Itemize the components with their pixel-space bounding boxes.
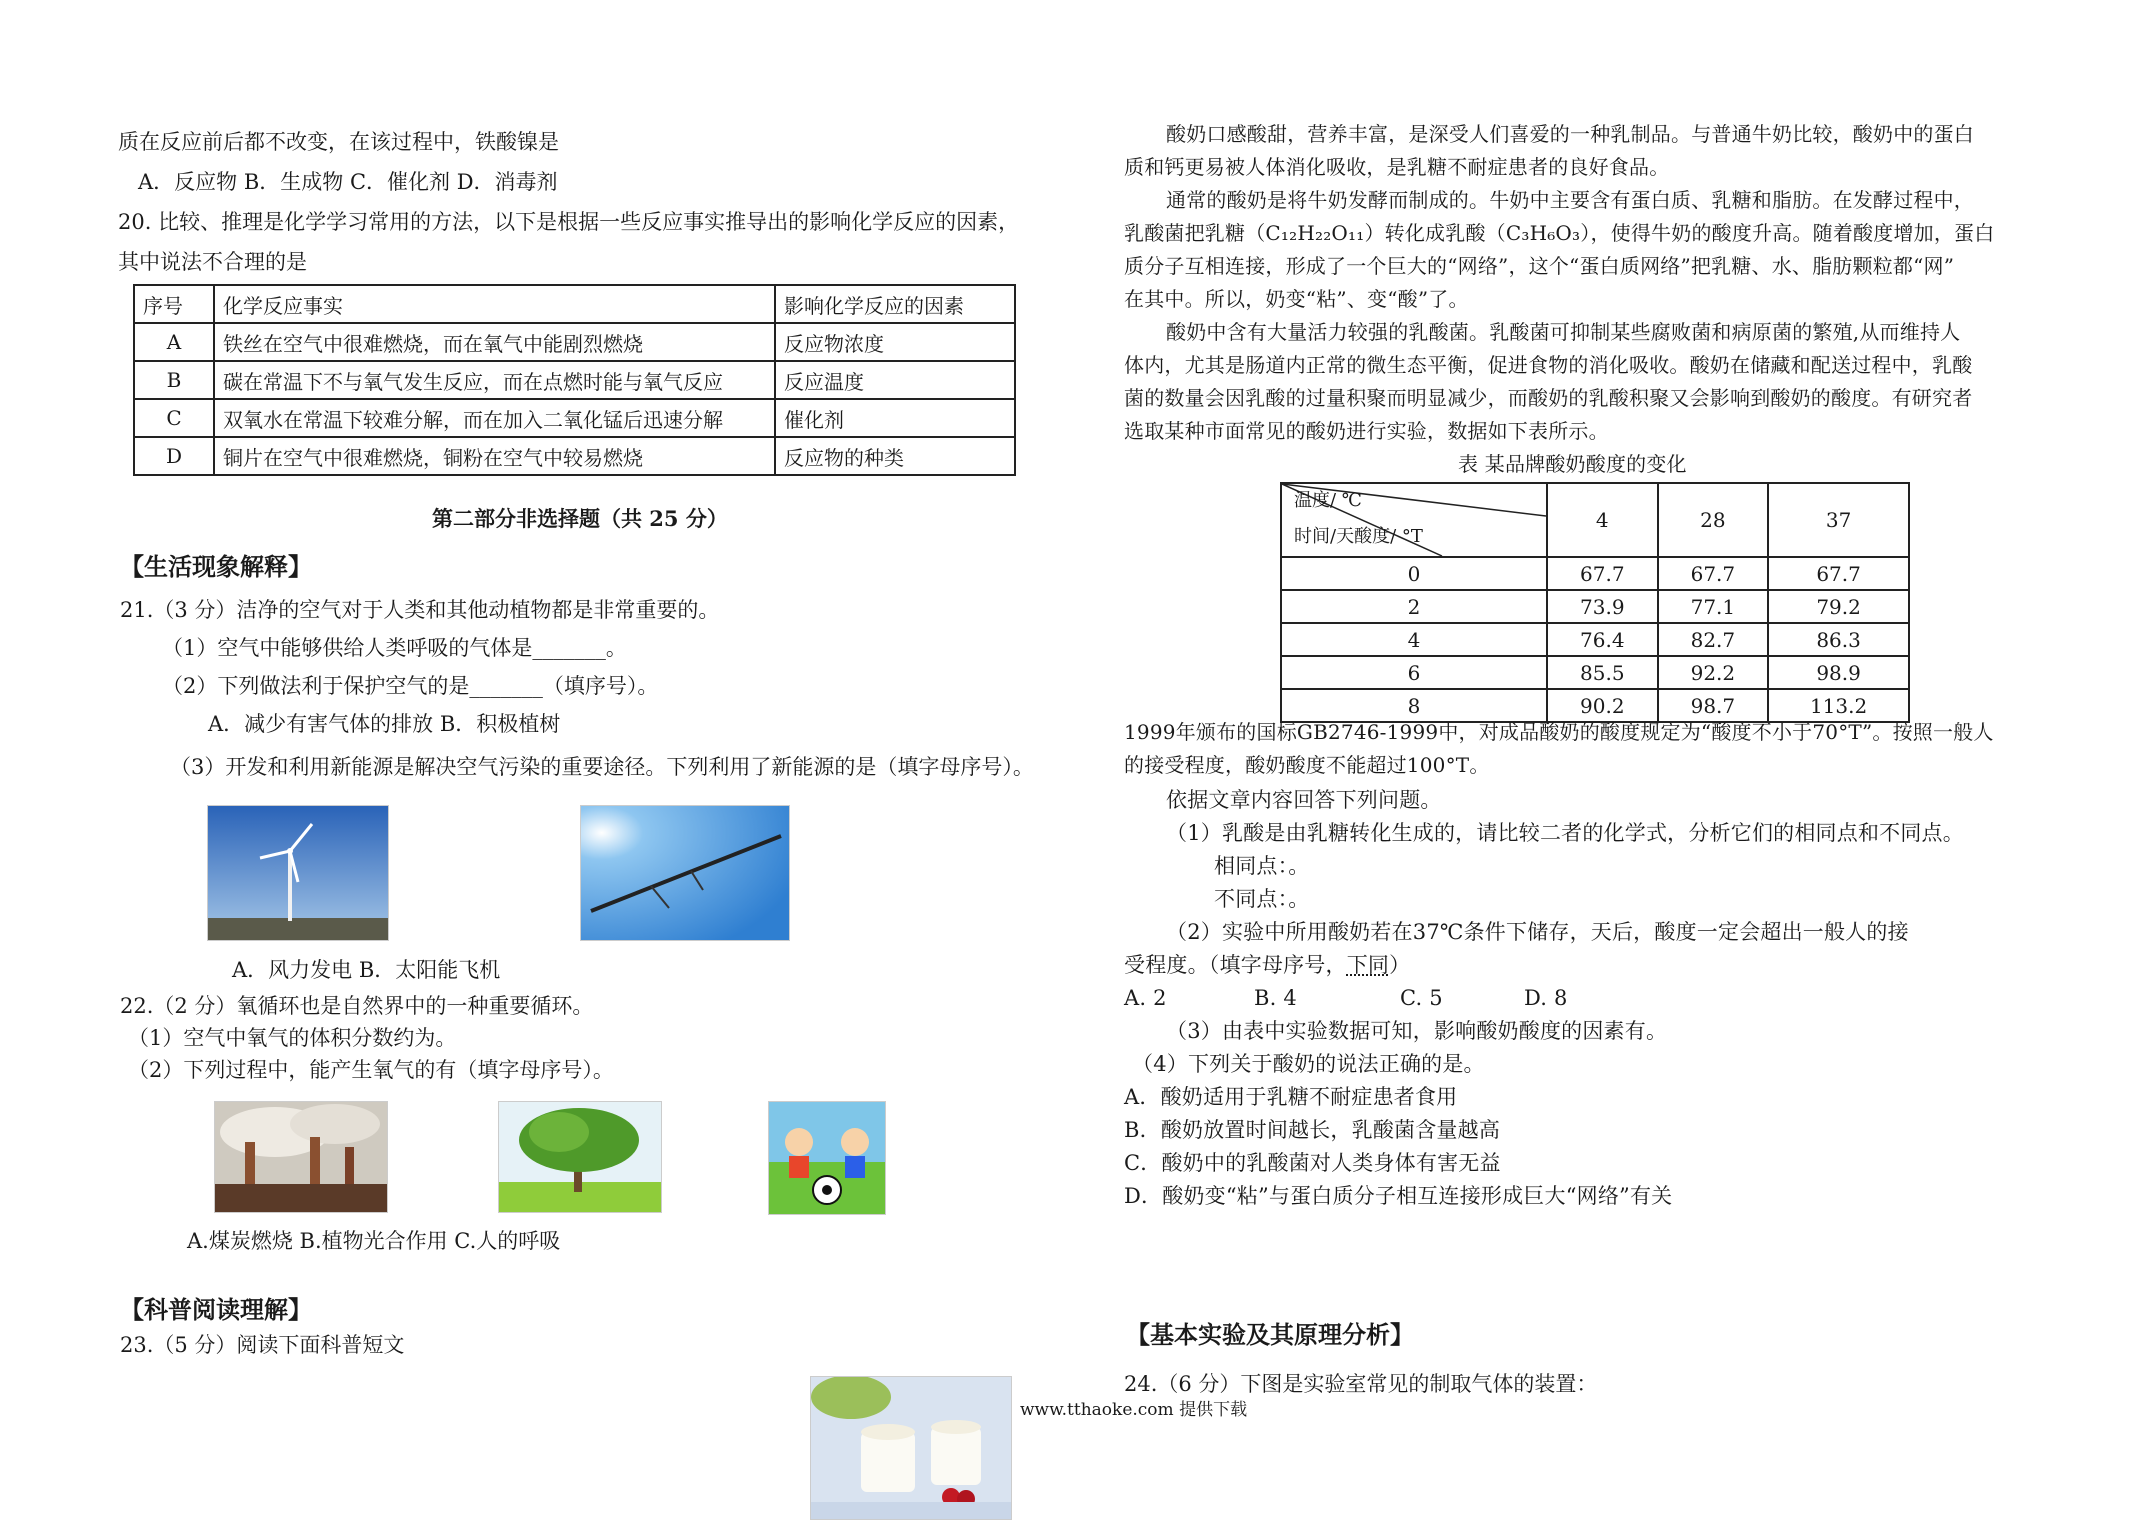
q20-stem-line1: 20. 比较、推理是化学学习常用的方法，以下是根据一些反应事实推导出的影响化学反应的因素， [118,210,1020,234]
q23-same-point: 相同点：。 [1214,854,1310,878]
q23-part2-option-a: A. 2 [1124,986,1167,1010]
acidity-cell: 67.7 [1768,557,1909,590]
q23-part2-text: 受程度。（填字母序号， [1124,953,1347,977]
section-life-heading: 【生活现象解释】 [120,552,312,581]
q23-part2-emphasis: 下同 [1346,953,1390,977]
acidity-cell: 85.5 [1547,656,1658,689]
q23-part4-option-c: C．酸奶中的乳酸菌对人类身体有害无益 [1124,1151,1501,1175]
q23-diff-point: 不同点：。 [1214,887,1310,911]
coal-burning-image [214,1101,388,1213]
kids-breathing-image [768,1101,886,1215]
acidity-cell: 79.2 [1768,590,1909,623]
header-cell: 化学反应事实 [214,285,775,323]
yogurt-image [810,1376,1012,1520]
diagonal-bottom-label: 时间/天酸度/ °T [1294,526,1423,547]
q23-part1: （1）乳酸是由乳糖转化生成的，请比较二者的化学式，分析它们的相同点和不同点。 [1166,821,1964,845]
row-factor: 催化剂 [775,399,1015,437]
q23-part2-option-d: D. 8 [1524,986,1568,1010]
row-factor: 反应物的种类 [775,437,1015,475]
article-p3-line3: 菌的数量会因乳酸的过量积聚而明显减少，而酸奶的乳酸积聚又会影响到酸奶的酸度。有研究者 [1124,386,1973,410]
article-p3-line1: 酸奶中含有大量活力较强的乳酸菌。乳酸菌可抑制某些腐败菌和病原菌的繁殖,从而维持人 [1166,320,1961,344]
table-row [1281,623,1909,656]
table-caption: 表 某品牌酸奶酸度的变化 [1458,452,1687,476]
article-p3-line4: 选取某种市面常见的酸奶进行实验，数据如下表所示。 [1124,419,1609,443]
row-factor: 反应物浓度 [775,323,1015,361]
q23-part3: （3）由表中实验数据可知，影响酸奶酸度的因素有。 [1166,1019,1668,1043]
acidity-cell: 98.7 [1658,689,1769,722]
day-cell: 2 [1281,590,1547,623]
article-p2-line3: 质分子互相连接，形成了一个巨大的“网络”，这个“蛋白质网络”把乳糖、水、脂肪颗粒都“网” [1124,254,1955,278]
q22-part1: （1）空气中氧气的体积分数约为。 [128,1026,457,1050]
article-p4-line2: 的接受程度，酸奶酸度不能超过100°T。 [1124,753,1490,777]
temp-header: 28 [1658,483,1769,557]
table-row [134,323,1015,361]
diagonal-header-cell [1281,483,1547,557]
acidity-cell: 86.3 [1768,623,1909,656]
acidity-cell: 77.1 [1658,590,1769,623]
row-fact: 碳在常温下不与氧气发生反应，而在点燃时能与氧气反应 [214,361,775,399]
q20-stem-line2: 其中说法不合理的是 [118,250,307,274]
acidity-table [1280,482,1910,723]
table-row [134,361,1015,399]
footer-watermark-url[interactable]: www.tthaoke.com 提供下载 [1020,1400,1248,1420]
article-p2-line1: 通常的酸奶是将牛奶发酵而制成的。牛奶中主要含有蛋白质、乳糖和脂肪。在发酵过程中， [1166,188,1974,212]
table-row [134,437,1015,475]
table-header-row [134,285,1015,323]
solar-plane-image [580,805,790,941]
row-fact: 铜片在空气中很难燃烧，铜粉在空气中较易燃烧 [214,437,775,475]
header-cell: 影响化学反应的因素 [775,285,1015,323]
article-p2-line2: 乳酸菌把乳糖（C₁₂H₂₂O₁₁）转化成乳酸（C₃H₆O₃），使得牛奶的酸度升高。随着酸度增加，蛋白 [1124,221,1995,245]
day-cell: 6 [1281,656,1547,689]
q21-part3: （3）开发和利用新能源是解决空气污染的重要途径。下列利用了新能源的是（填字母序号）。 [170,755,1034,779]
row-factor: 反应温度 [775,361,1015,399]
row-fact: 铁丝在空气中很难燃烧，而在氧气中能剧烈燃烧 [214,323,775,361]
table-row [1281,557,1909,590]
acidity-cell: 76.4 [1547,623,1658,656]
table-header-row [1281,483,1909,557]
table-row [134,399,1015,437]
q23-part2-line2 [1124,949,1410,981]
q23-title: 23.（5 分）阅读下面科普短文 [120,1333,405,1357]
tree-image [498,1101,662,1213]
article-p1-line2: 质和钙更易被人体消化吸收，是乳糖不耐症患者的良好食品。 [1124,155,1670,179]
section-experiment-heading: 【基本实验及其原理分析】 [1126,1320,1414,1349]
day-cell: 8 [1281,689,1547,722]
q23-part4-option-b: B．酸奶放置时间越长，乳酸菌含量越高 [1124,1118,1501,1142]
q22-image-caption: A.煤炭燃烧 B.植物光合作用 C.人的呼吸 [187,1229,561,1253]
q24-title: 24.（6 分）下图是实验室常见的制取气体的装置： [1124,1372,1598,1396]
article-p2-line4: 在其中。所以，奶变“粘”、变“酸”了。 [1124,287,1469,311]
q21-part2: （2）下列做法利于保护空气的是_______（填序号）。 [162,674,659,698]
table-row [1281,590,1909,623]
intro-line: 质在反应前后都不改变，在该过程中，铁酸镍是 [118,130,559,154]
day-cell: 0 [1281,557,1547,590]
q23-part2-close: ） [1389,953,1411,977]
row-fact: 双氧水在常温下较难分解，而在加入二氧化锰后迅速分解 [214,399,775,437]
article-p3-line2: 体内，尤其是肠道内正常的微生态平衡，促进食物的消化吸收。酸奶在储藏和配送过程中，乳酸 [1124,353,1973,377]
table-row [1281,656,1909,689]
q21-part1: （1）空气中能够供给人类呼吸的气体是_______。 [162,636,627,660]
acidity-cell: 113.2 [1768,689,1909,722]
acidity-cell: 98.9 [1768,656,1909,689]
q21-part2-options: A．减少有害气体的排放 B．积极植树 [208,712,561,736]
temp-header: 4 [1547,483,1658,557]
header-cell: 序号 [134,285,214,323]
questions-intro: 依据文章内容回答下列问题。 [1166,788,1442,812]
acidity-cell: 67.7 [1658,557,1769,590]
temp-header: 37 [1768,483,1909,557]
section-reading-heading: 【科普阅读理解】 [120,1295,312,1324]
acidity-cell: 67.7 [1547,557,1658,590]
wind-turbine-image [207,805,389,941]
acidity-cell: 82.7 [1658,623,1769,656]
article-p4-line1: 1999年颁布的国标GB2746-1999中，对成品酸奶的酸度规定为“酸度不小于70°T”。按照一般人 [1124,720,1994,744]
q21-image-caption: A．风力发电 B．太阳能飞机 [232,958,501,982]
q20-table [133,284,1016,476]
row-id: C [134,399,214,437]
row-id: A [134,323,214,361]
q23-part2-option-c: C. 5 [1400,986,1443,1010]
day-cell: 4 [1281,623,1547,656]
q23-part4: （4）下列关于酸奶的说法正确的是。 [1132,1052,1485,1076]
q23-part4-option-d: D．酸奶变“粘”与蛋白质分子相互连接形成巨大“网络”有关 [1124,1184,1673,1208]
article-p1-line1: 酸奶口感酸甜，营养丰富，是深受人们喜爱的一种乳制品。与普通牛奶比较，酸奶中的蛋白 [1166,122,1974,146]
q23-part4-option-a: A．酸奶适用于乳糖不耐症患者食用 [1124,1085,1458,1109]
q23-part2-option-b: B. 4 [1254,986,1297,1010]
row-id: D [134,437,214,475]
q22-part2: （2）下列过程中，能产生氧气的有（填字母序号）。 [128,1058,614,1082]
acidity-cell: 92.2 [1658,656,1769,689]
q23-part2-line1: （2）实验中所用酸奶若在37℃条件下储存，天后，酸度一定会超出一般人的接 [1166,920,1909,944]
acidity-cell: 73.9 [1547,590,1658,623]
q22-title: 22.（2 分）氧循环也是自然界中的一种重要循环。 [120,994,594,1018]
q19-options: A．反应物 B．生成物 C．催化剂 D．消毒剂 [138,170,558,194]
part2-title: 第二部分非选择题（共 25 分） [432,506,728,531]
q21-title: 21.（3 分）洁净的空气对于人类和其他动植物都是非常重要的。 [120,598,720,622]
row-id: B [134,361,214,399]
diagonal-top-label: 温度/ ℃ [1294,490,1362,511]
acidity-cell: 90.2 [1547,689,1658,722]
